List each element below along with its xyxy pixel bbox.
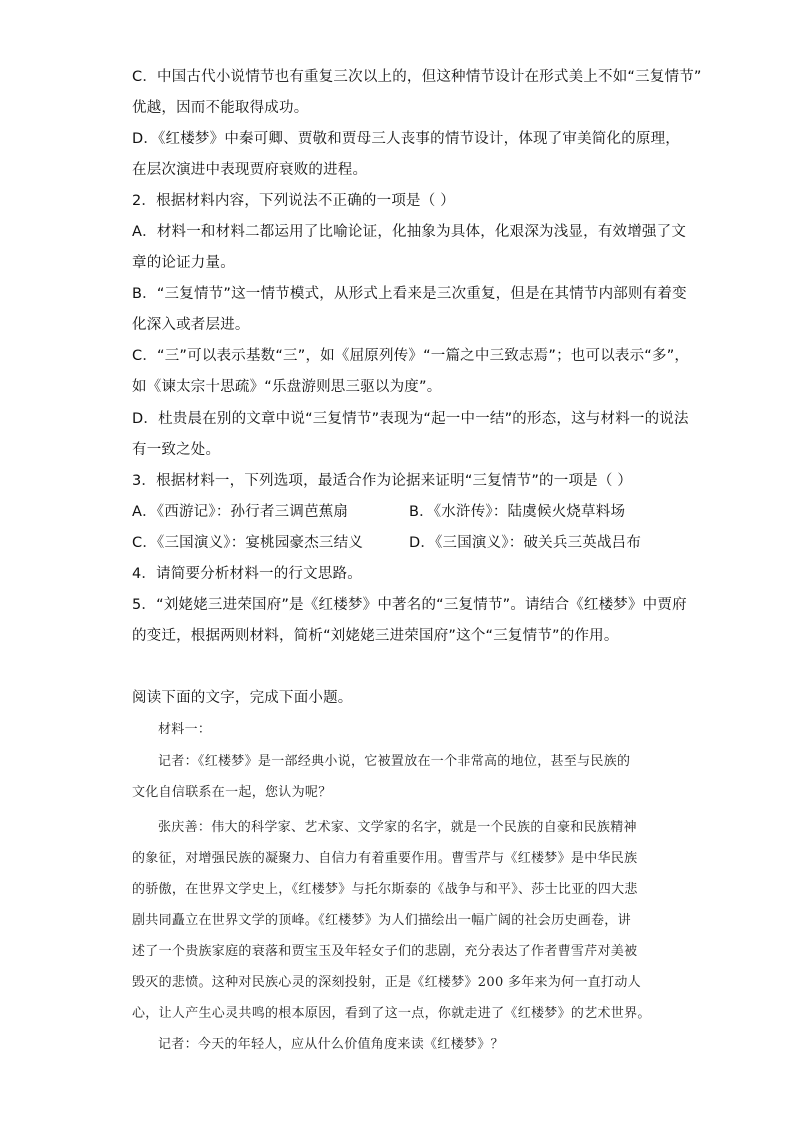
q2-option-c-line1: C．“三”可以表示基数“三”，如《屈原列传》“一篇之中三致志焉”；也可以表示“多”， (132, 348, 690, 364)
q3-option-b: B．《水浒传》：陆虞候火烧草料场 (409, 504, 626, 520)
q1-option-d-line1: D．《红楼梦》中秦可卿、贾敬和贾母三人丧事的情节设计，体现了审美简化的原理， (132, 131, 681, 147)
q3-option-a: A．《西游记》：孙行者三调芭蕉扇 (132, 504, 349, 520)
q2-option-a-line2: 章的论证力量。 (132, 255, 235, 271)
interview-a1-line3: 的骄傲，在世界文学史上，《红楼梦》与托尔斯泰的《战争与和平》、莎士比亚的四大悲 (132, 882, 638, 897)
q2-option-d-line1: D．杜贵晨在别的文章中说“三复情节”表现为“起一中一结”的形态，这与材料一的说法 (132, 411, 689, 427)
q3-option-d: D．《三国演义》：破关兵三英战吕布 (409, 535, 642, 551)
q1-option-c-line2: 优越，因而不能取得成功。 (132, 100, 309, 116)
interview-a1-line1: 张庆善：伟大的科学家、艺术家、文学家的名字，就是一个民族的自豪和民族精神 (158, 820, 637, 835)
interview-a1-line5: 述了一个贵族家庭的衰落和贾宝玉及年轻女子们的悲剧，充分表达了作者曹雪芹对美被 (132, 944, 638, 959)
q1-option-d-line2: 在层次演进中表现贾府衰败的进程。 (132, 162, 368, 178)
q3-stem: 3．根据材料一，下列选项，最适合作为论据来证明“三复情节”的一项是（ ） (132, 473, 633, 489)
q2-option-d-line2: 有一致之处。 (132, 442, 221, 458)
interview-a1-line4: 剧共同矗立在世界文学的顶峰。《红楼梦》为人们描绘出一幅广阔的社会历史画卷，讲 (132, 913, 631, 928)
interview-q2-line1: 记者：今天的年轻人，应从什么价值角度来读《红楼梦》？ (158, 1037, 504, 1052)
interview-q1-line2: 文化自信联系在一起，您认为呢？ (132, 785, 332, 800)
q2-option-a-line1: A．材料一和材料二都运用了比喻论证，化抽象为具体，化艰深为浅显，有效增强了文 (132, 224, 687, 240)
interview-a1-line7: 心，让人产生心灵共鸣的根本原因，看到了这一点，你就走进了《红楼梦》的艺术世界。 (132, 1006, 651, 1021)
interview-q1-line1: 记者：《红楼梦》是一部经典小说，它被置放在一个非常高的地位，甚至与民族的 (158, 754, 631, 769)
q5-line1: 5．“刘姥姥三进荣国府”是《红楼梦》中著名的“三复情节”。请结合《红楼梦》中贾府 (132, 597, 687, 613)
q4-stem: 4．请简要分析材料一的行文思路。 (132, 566, 362, 582)
material-label: 材料一： (158, 722, 212, 737)
q2-option-b-line1: B．“三复情节”这一情节模式，从形式上看来是三次重复，但是在其情节内部则有着变 (132, 286, 687, 302)
interview-a1-line2: 的象征，对增强民族的凝聚力、自信力有着重要作用。曹雪芹与《红楼梦》是中华民族 (132, 851, 638, 866)
q2-option-b-line2: 化深入或者层进。 (132, 317, 250, 333)
interview-a1-line6: 毁灭的悲愤。这种对民族心灵的深刻投射，正是《红楼梦》200 多年来为何一直打动人 (132, 975, 641, 990)
q3-option-c: C．《三国演义》：宴桃园豪杰三结义 (132, 535, 364, 551)
q5-line2: 的变迁，根据两则材料，简析“刘姥姥三进荣国府”这个“三复情节”的作用。 (132, 628, 619, 644)
reading-instruction: 阅读下面的文字，完成下面小题。 (132, 690, 353, 706)
q1-option-c-line1: C．中国古代小说情节也有重复三次以上的，但这种情节设计在形式美上不如“三复情节” (132, 69, 702, 85)
q2-option-c-line2: 如《谏太宗十思疏》“乐盘游则思三驱以为度”。 (132, 379, 442, 395)
q2-stem: 2．根据材料内容，下列说法不正确的一项是（ ） (132, 193, 455, 209)
